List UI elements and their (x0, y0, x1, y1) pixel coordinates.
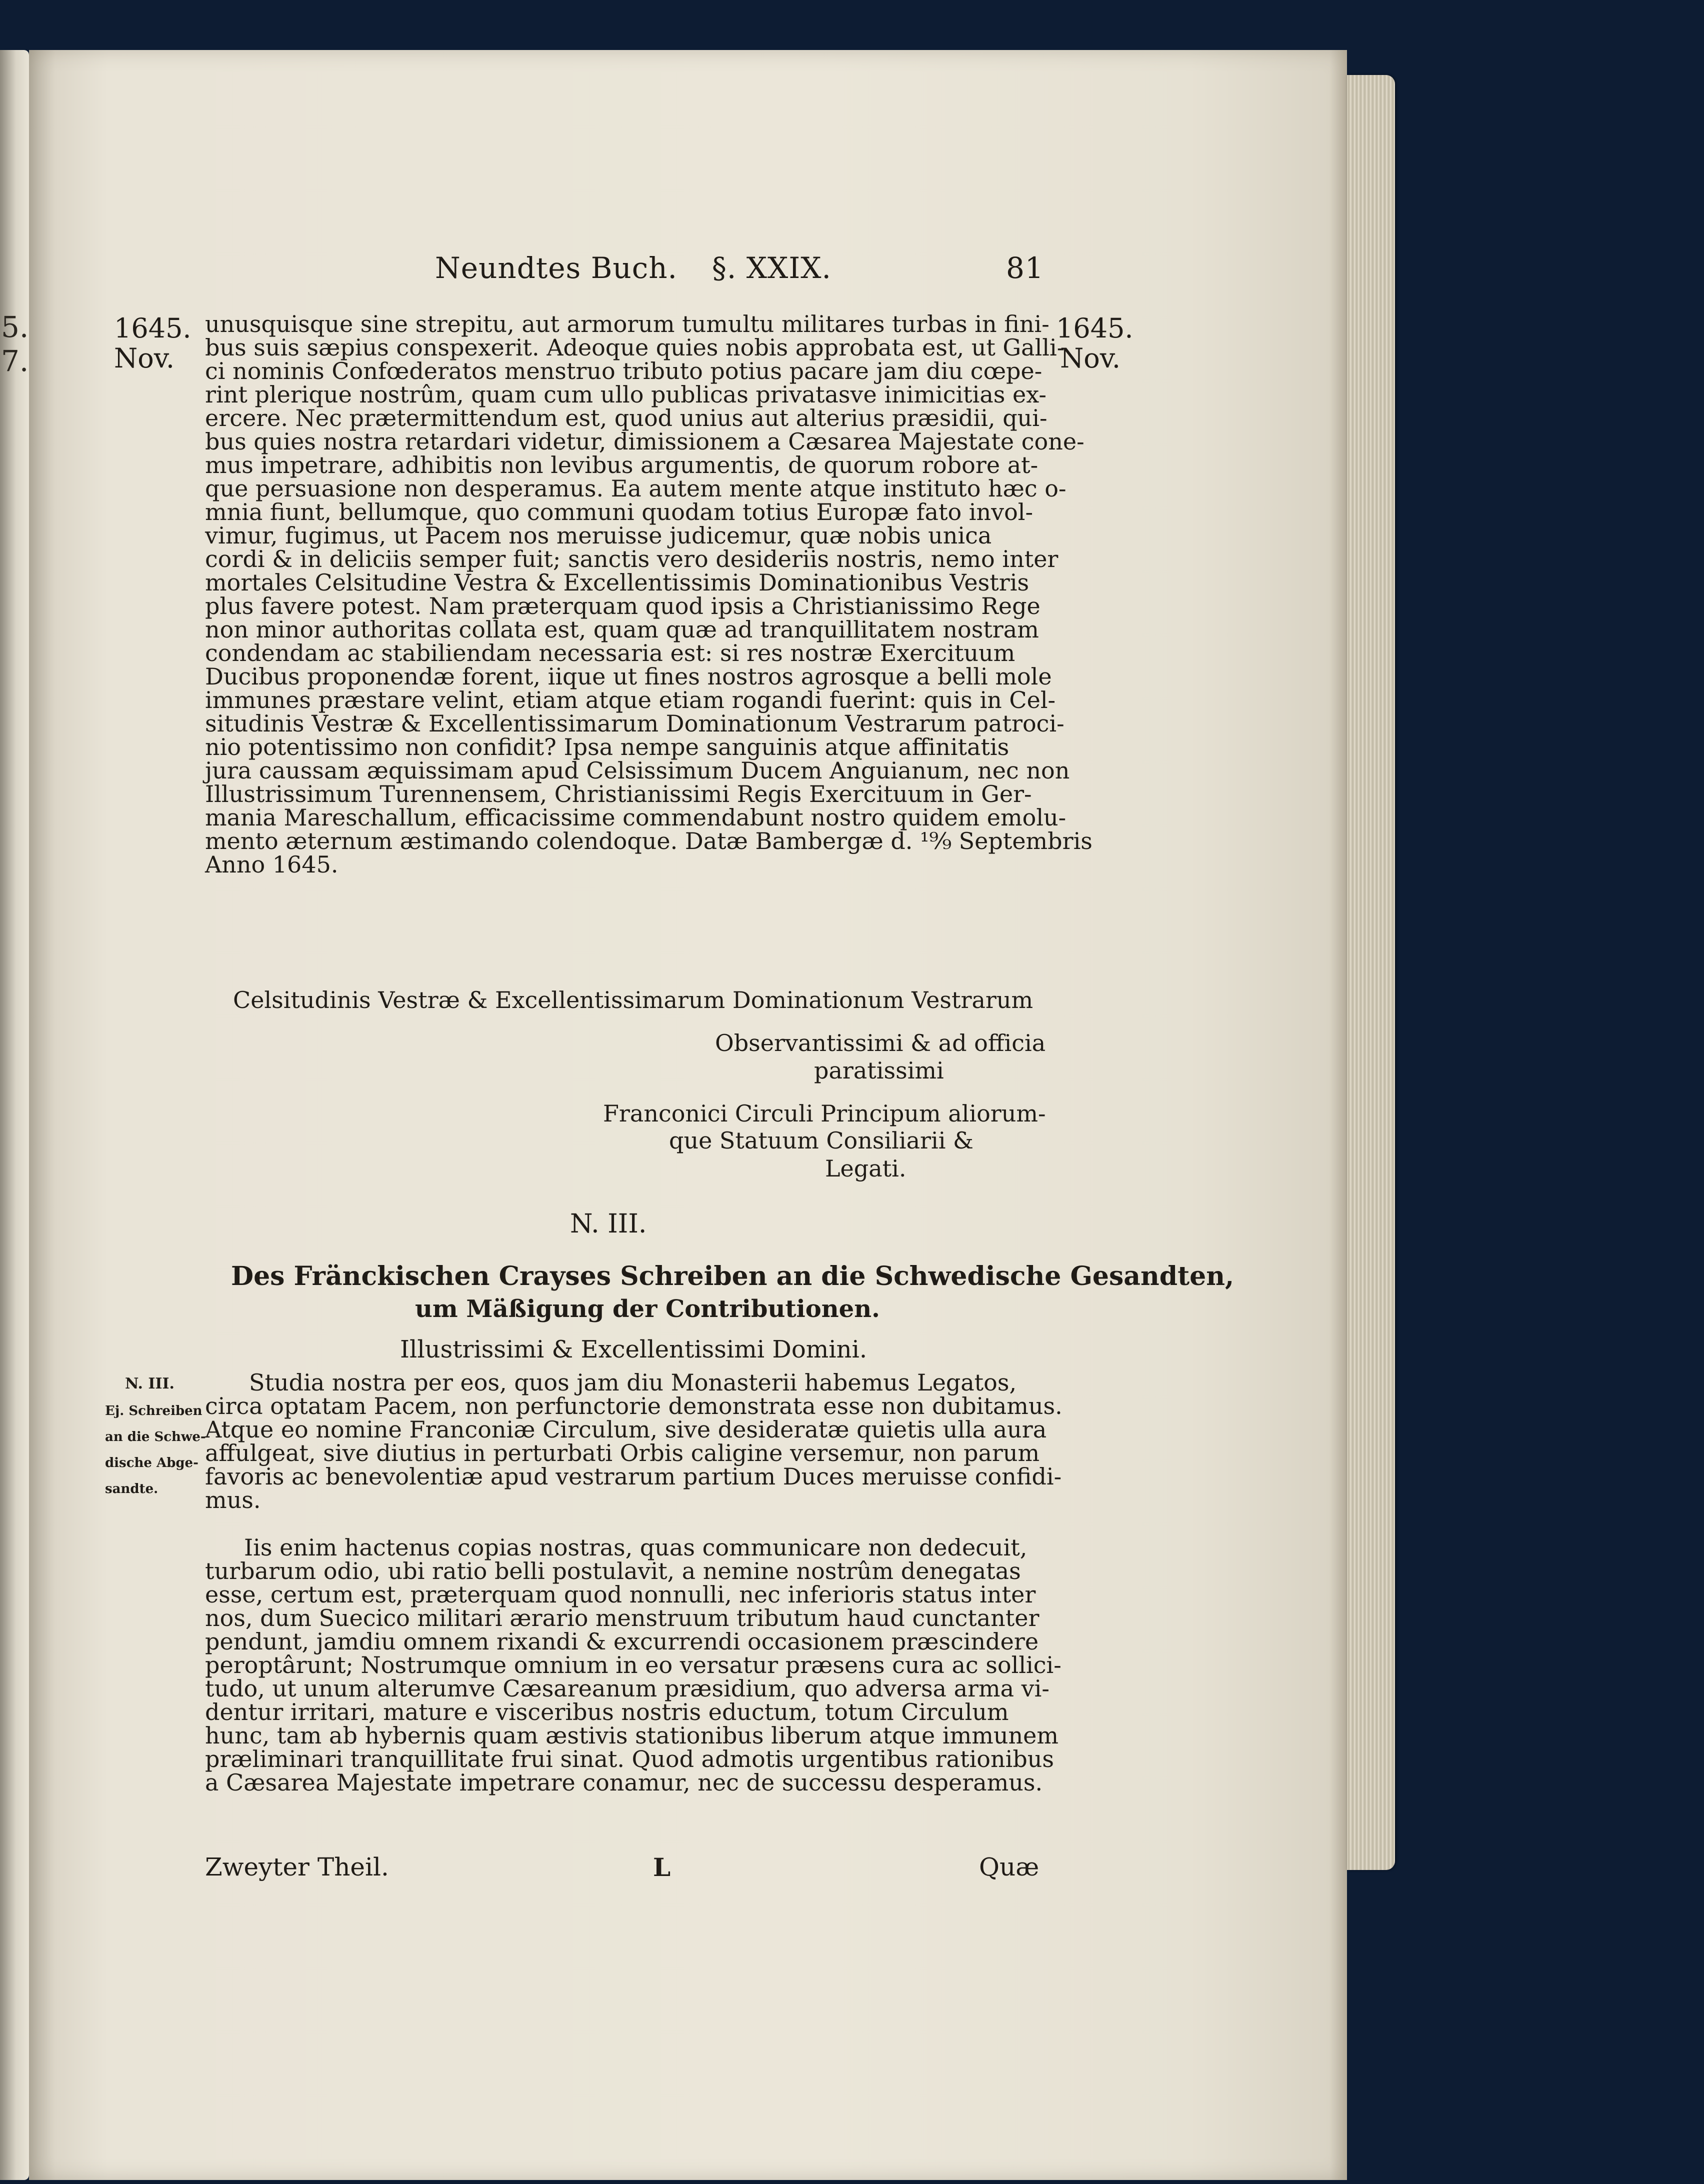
text-line: mento æternum æstimando colendoque. Datæ Bambergæ d. ¹⁹⁄₉ Septembris (205, 828, 1092, 854)
closing-paratissimi: paratissimi (814, 1057, 944, 1084)
text-line: Iis enim hactenus copias nostras, quas communicare non dedecuit, (244, 1534, 1028, 1561)
text-line: mania Mareschallum, efficacissime commendabunt nostro quidem emolu- (205, 804, 1066, 831)
text-line: unusquisque sine strepitu, aut armorum tumultu militares turbas in fini- (205, 310, 1050, 338)
text-line: plus favere potest. Nam præterquam quod ipsis a Christianissimo Rege (205, 592, 1040, 620)
text-line: præliminari tranquillitate frui sinat. Quod admotis urgentibus rationibus (205, 1746, 1054, 1772)
text-line: ci nominis Confœderatos menstruo tributo potius pacare jam diu cœpe- (205, 358, 1042, 384)
paragraph-2 (205, 1371, 1062, 1512)
page-number: 81 (1006, 251, 1044, 285)
section-title-line-2: um Mäßigung der Contributionen. (415, 1295, 880, 1323)
letter-salutation: Illustrissimi & Excellentissimi Domini. (400, 1336, 868, 1364)
book-title: Neundtes Buch. (435, 251, 678, 285)
running-head (435, 251, 832, 285)
page-block-edges (1347, 75, 1395, 1870)
section-marker: §. XXIX. (712, 251, 832, 285)
section-number: N. III. (570, 1209, 647, 1239)
footer-signature: L (653, 1852, 671, 1882)
text-line: cordi & in deliciis semper fuit; sanctis vero desideriis nostris, nemo inter (205, 546, 1058, 572)
text-line: favoris ac benevolentiæ apud vestrarum partium Duces meruisse confidi- (205, 1463, 1062, 1490)
text-line: Anno 1645. (205, 851, 338, 878)
footer-catchword: Quæ (979, 1852, 1040, 1882)
margin-note-line: Ej. Schreiben (105, 1404, 202, 1418)
text-line: Illustrissimum Turennensem, Christianissimi Regis Exercituum in Ger- (205, 780, 1032, 808)
text-line: turbarum odio, ubi ratio belli postulavit, a nemine nostrûm denegatas (205, 1558, 1021, 1584)
section-title-line-1: Des Fränckischen Crayses Schreiben an die Schwedische Gesandten, (231, 1261, 1234, 1292)
text-line: bus suis sæpius conspexerit. Adeoque quies nobis approbata est, ut Galli- (205, 334, 1065, 361)
margin-note-line: an die Schwe- (105, 1430, 206, 1444)
text-line: vimur, fugimus, ut Pacem nos meruisse judicemur, quæ nobis unica (205, 522, 992, 549)
text-line: Studia nostra per eos, quos jam diu Monasterii habemus Legatos, (249, 1369, 1017, 1396)
text-line: hunc, tam ab hybernis quam æstivis stationibus liberum atque immunem (205, 1722, 1058, 1749)
margin-year-right: 1645. (1056, 312, 1134, 344)
text-line: condendam ac stabiliendam necessaria est: si res nostræ Exercituum (205, 640, 1016, 666)
text-line: que persuasione non desperamus. Ea autem mente atque instituto hæc o- (205, 475, 1066, 502)
text-line: dentur irritari, mature e visceribus nostris eductum, totum Circulum (205, 1698, 1009, 1726)
page-fold-shadow (1330, 50, 1347, 2180)
text-line: circa optatam Pacem, non perfunctorie demonstrata esse non dubitamus. (205, 1392, 1062, 1420)
text-line: bus quies nostra retardari videtur, dimissionem a Cæsarea Majestate cone- (205, 428, 1084, 455)
text-line: a Cæsarea Majestate impetrare conamur, nec de successu desperamus. (205, 1769, 1043, 1796)
signature-line: Legati. (825, 1155, 906, 1182)
text-line: mnia fiunt, bellumque, quo communi quodam totius Europæ fato invol- (205, 498, 1034, 526)
text-line: nio potentissimo non confidit? Ipsa nempe sanguinis atque affinitatis (205, 734, 1010, 760)
text-line: non minor authoritas collata est, quam quæ ad tranquillitatem nostram (205, 616, 1039, 643)
paragraph-1 (205, 312, 1092, 876)
margin-note-line: dische Abge- (105, 1456, 198, 1470)
text-line: nos, dum Suecico militari ærario menstruum tributum haud cunctanter (205, 1604, 1040, 1632)
margin-year-left: 1645. (114, 312, 192, 344)
text-line: affulgeat, sive diutius in perturbati Orbis caligine versemur, non parum (205, 1440, 1040, 1466)
text-line: mus. (205, 1486, 261, 1514)
text-line: ercere. Nec prætermittendum est, quod unius aut alterius præsidii, qui- (205, 404, 1048, 432)
text-line: rint plerique nostrûm, quam cum ullo publicas privatasve inimicitias ex- (205, 381, 1046, 408)
text-line: mus impetrare, adhibitis non levibus argumentis, de quorum robore at- (205, 452, 1038, 478)
background-strip (1560, 2060, 1665, 2080)
text-line: jura caussam æquissimam apud Celsissimum Ducem Anguianum, nec non (205, 757, 1070, 784)
paragraph-3 (205, 1536, 1062, 1794)
text-line: immunes præstare velint, etiam atque etiam rogandi fuerint: quis in Cel- (205, 686, 1056, 714)
margin-month-left: Nov. (114, 342, 175, 374)
left-page-fragment: 7. (1, 344, 29, 378)
text-line: tudo, ut unum alterumve Cæsareanum præsidium, quo adversa arma vi- (205, 1675, 1050, 1702)
footer-volume: Zweyter Theil. (205, 1852, 389, 1882)
text-line: pendunt, jamdiu omnem rixandi & excurrendi occasionem præscindere (205, 1628, 1039, 1655)
text-line: Ducibus proponendæ forent, iique ut fines nostros agrosque a belli mole (205, 663, 1052, 690)
text-line: Atque eo nomine Franconiæ Circulum, sive desideratæ quietis ulla aura (205, 1416, 1047, 1443)
margin-note-line: sandte. (105, 1482, 158, 1496)
text-line: peroptârunt; Nostrumque omnium in eo versatur præsens cura ac sollici- (205, 1652, 1062, 1678)
text-line: situdinis Vestræ & Excellentissimarum Dominationum Vestrarum patroci- (205, 710, 1064, 737)
text-line: mortales Celsitudine Vestra & Excellentissimis Dominationibus Vestris (205, 569, 1030, 596)
signature-line: que Statuum Consiliarii & (669, 1127, 974, 1154)
closing-observantissimi: Observantissimi & ad officia (715, 1030, 1046, 1056)
margin-note-label: N. III. (125, 1375, 174, 1392)
left-page-fragment: 5. (1, 310, 29, 344)
margin-month-right: Nov. (1060, 342, 1121, 374)
text-line: esse, certum est, præterquam quod nonnulli, nec inferioris status inter (205, 1581, 1036, 1608)
closing-salutation: Celsitudinis Vestræ & Excellentissimarum Dominationum Vestrarum (233, 986, 1034, 1014)
left-page-edge (0, 50, 29, 2180)
signature-line: Franconici Circuli Principum aliorum- (603, 1100, 1046, 1127)
